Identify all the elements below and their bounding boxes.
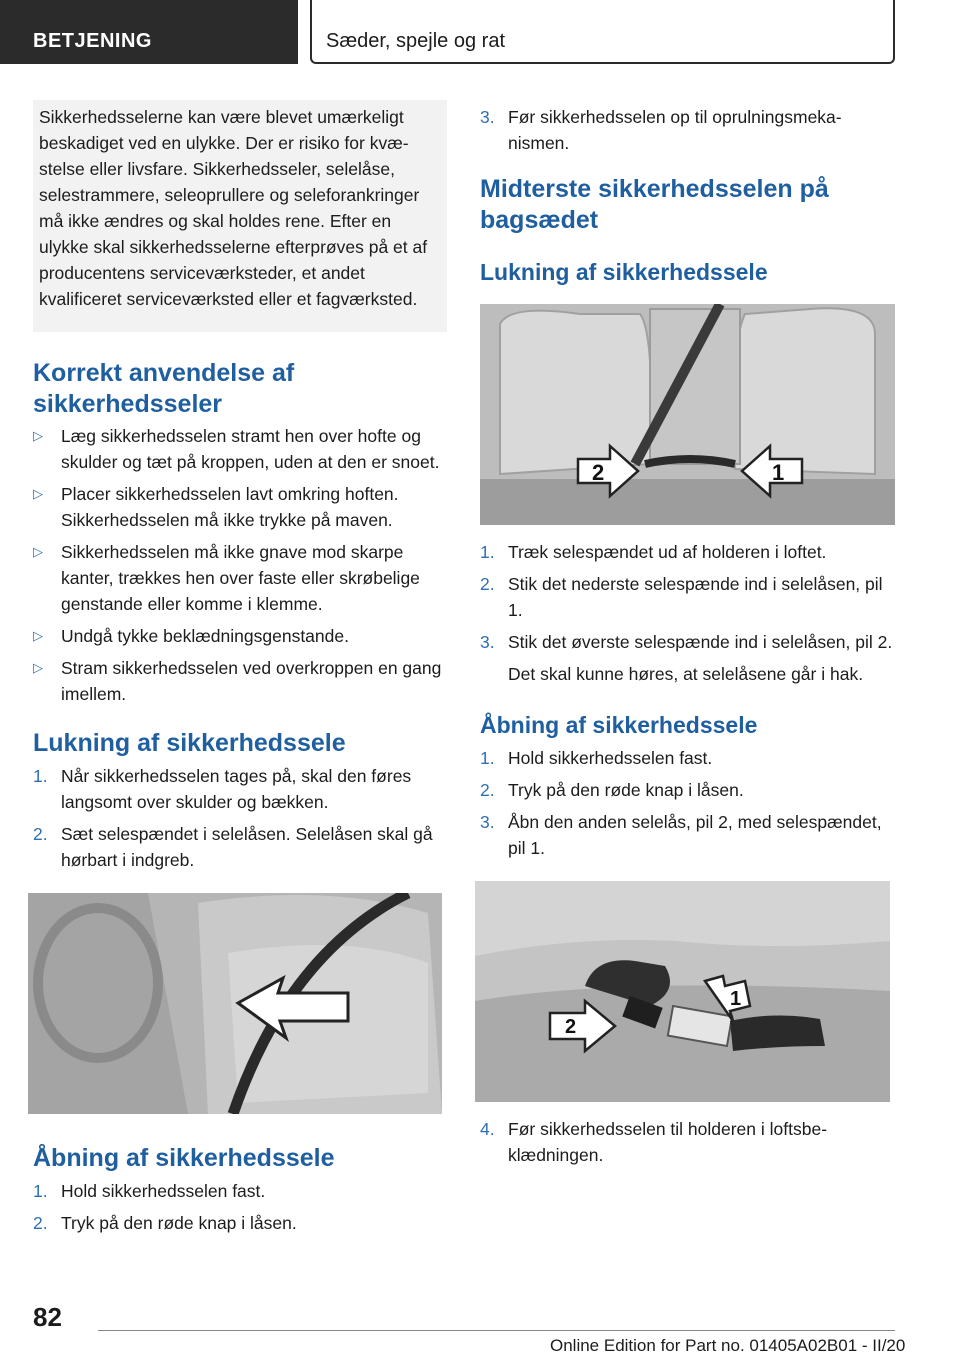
heading-open-belt: Åbning af sikkerhedssele: [33, 1144, 335, 1172]
warning-text: Sikkerhedsselerne kan være blevet umærkeligt beskadiget ved en ulykke. Der er risiko for kvæstelse eller livsfare. Sikkerhedsseler, selelåse, selestrammere, seleoprullere og seleforankringer må ikke ændres og skal holdes rene. Efter en ulykke skal sikkerhedsselerne efterprøves på et af producentens serviceværksteder, et andet kvalificeret serviceværksted eller et fagværksted.: [39, 107, 428, 309]
triangle-bullet-icon: ▷: [33, 544, 43, 559]
list-item: 1. Træk selespændet ud af holderen i loftet.: [480, 542, 827, 562]
heading-correct-use: Korrekt anvendelse af sikkerhedsseler: [33, 359, 295, 418]
footer-divider: [98, 1330, 895, 1331]
section-title: BETJENING: [33, 30, 152, 52]
arrow-label-1: 1: [772, 460, 785, 485]
step3-list: [480, 104, 895, 156]
heading-open-middle: Åbning af sikkerhedssele: [480, 712, 758, 738]
page-number: 82: [33, 1302, 62, 1332]
list-item: 2. Sæt selespændet i selelåsen. Selelåsen skal gå hørbart i indgreb.: [33, 824, 433, 870]
list-item: 1. Når sikkerhedsselen tages på, skal den føres langsomt over skulder og bækken.: [33, 766, 412, 812]
step4-list: [480, 1116, 895, 1168]
section-tab: [0, 0, 298, 64]
close-steps-list: [33, 763, 447, 873]
list-item: ▷ Undgå tykke beklædningsgenstande.: [33, 623, 447, 649]
open-steps-list: [33, 1178, 447, 1236]
triangle-bullet-icon: ▷: [33, 428, 43, 443]
right-column: [480, 100, 895, 1174]
triangle-bullet-icon: ▷: [33, 486, 43, 501]
chapter-tab: [310, 0, 895, 64]
arrow-label-2: 2: [592, 460, 605, 485]
footer-edition: Online Edition for Part no. 01405A02B01 - II/20: [550, 1336, 906, 1355]
list-item: 3. Åbn den anden selelås, pil 2, med selespændet, pil 1.: [480, 812, 882, 858]
list-item: 4. Før sikkerhedsselen til holderen i loftsbeklædningen.: [480, 1119, 828, 1165]
close-note: Det skal kunne høres, at selelåsene går i hak.: [508, 664, 864, 684]
list-item: ▷ Sikkerhedsselen må ikke gnave mod skarpe kanter, trækkes hen over faste eller skrøbelige genstande eller komme i klemme.: [33, 539, 447, 617]
front-seat-illustration: [28, 893, 442, 1114]
arrow-label-2: 2: [565, 1016, 577, 1038]
buckle-illustration: [475, 881, 890, 1102]
figure-front-seat-belt: [28, 893, 442, 1114]
list-item: 1. Hold sikkerhedsselen fast.: [33, 1181, 266, 1201]
list-item: ▷ Placer sikkerhedsselen lavt omkring hoften. Sikkerhedsselen må ikke trykke på maven.: [33, 481, 447, 533]
page-header: [0, 0, 960, 64]
figure-rear-middle-belt: [480, 304, 895, 525]
warning-box: [33, 100, 447, 332]
triangle-bullet-icon: ▷: [33, 660, 43, 675]
figure-buckle-release: [475, 881, 890, 1102]
list-item: 3. Før sikkerhedsselen op til oprulningsmekanismen.: [480, 107, 842, 153]
middle-close-steps: [480, 539, 895, 655]
list-item: 2. Tryk på den røde knap i låsen.: [33, 1213, 297, 1233]
middle-open-steps: [480, 745, 895, 861]
left-column: [33, 100, 447, 1242]
rear-seat-illustration: [480, 304, 895, 525]
chapter-title: Sæder, spejle og rat: [326, 30, 505, 52]
triangle-bullet-icon: ▷: [33, 628, 43, 643]
list-item: 2. Stik det nederste selespænde ind i selelåsen, pil 1.: [480, 574, 883, 620]
heading-close-middle: Lukning af sikkerhedssele: [480, 259, 768, 285]
list-item: 1. Hold sikkerhedsselen fast.: [480, 748, 713, 768]
list-item: 2. Tryk på den røde knap i låsen.: [480, 780, 744, 800]
heading-close-belt: Lukning af sikkerhedssele: [33, 729, 346, 757]
correct-use-list: [33, 423, 447, 707]
list-item: ▷ Stram sikkerhedsselen ved overkroppen en gang imellem.: [33, 655, 447, 707]
list-item: 3. Stik det øverste selespænde ind i selelåsen, pil 2.: [480, 632, 893, 652]
list-item: ▷ Læg sikkerhedsselen stramt hen over hofte og skulder og tæt på kroppen, uden at den er snoet.: [33, 423, 447, 475]
heading-middle-belt: Midterste sikkerhedsselen på bagsædet: [480, 175, 829, 234]
arrow-label-1: 1: [730, 988, 742, 1010]
